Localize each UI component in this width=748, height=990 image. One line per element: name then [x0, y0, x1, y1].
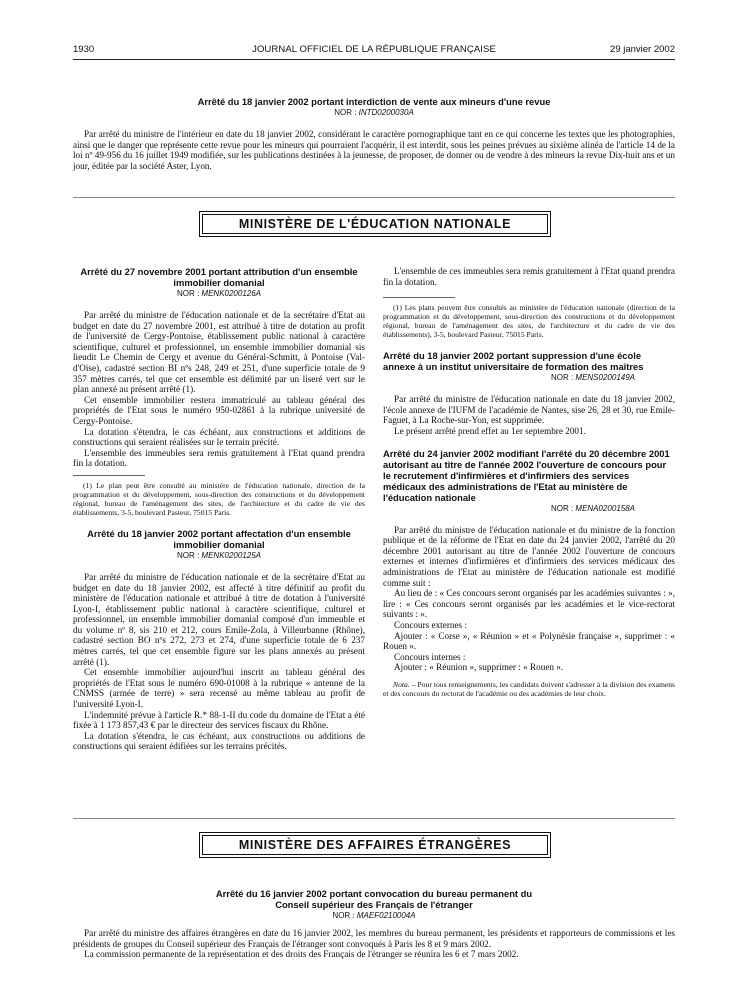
header-rule: [73, 59, 675, 60]
paragraph: Concours internes :: [394, 651, 466, 662]
arrete-title: Arrêté du 18 janvier 2002 portant interdiction de vente aux mineurs d'une revue: [197, 96, 551, 107]
section-rule: [73, 818, 675, 819]
paragraph: L'ensemble de ces immeubles sera remis gratuitement à l'Etat quand prendra fin la dotation.: [383, 266, 675, 287]
paragraph: Par arrêté du ministre des affaires étrangères en date du 16 janvier 2002, les membres du bureau permanent, les présidents et rapporteurs de commissions et les présidents de groupes du Conseil supérieur des Français de l'étranger sont convoqués à Paris les 8 et 9 mars 2002.: [73, 928, 675, 949]
page-number: 1930: [73, 44, 95, 55]
paragraph: La dotation s'étendra, le cas échéant, aux constructions et additions de constructions qui seraient réalisées sur le terrain précité.: [73, 426, 365, 448]
footnote: (1) Le plan peut être consulté au ministère de l'éducation nationale, direction de la programmation et du développement, sous-direction des constructions et du développement régional, bureau de l'aménagement des sites, de l'architecture et du cadre de vie des établissements, 3-5, boulevard Pasteur, 75015 Paris.: [73, 480, 365, 517]
paragraph: La dotation s'étendra, le cas échéant, aux constructions ou additions de constructions qui seraient édifiées sur les terrains précités.: [73, 730, 365, 752]
arrete-interdiction: [73, 96, 675, 171]
nor-reference: NOR : MAEF0210004A: [332, 911, 416, 920]
nor-reference: NOR : MENS0200149A: [550, 373, 635, 383]
ministry-foreign-affairs-banner: [199, 832, 551, 858]
left-column: [73, 266, 365, 752]
issue-date: 29 janvier 2002: [610, 44, 675, 55]
page-header: [73, 44, 675, 58]
footnote-rule: [383, 297, 455, 298]
nor-reference: NOR : MENK0200125A: [176, 550, 262, 560]
paragraph: L'ensemble des immeubles sera remis gratuitement à l'Etat quand prendra fin la dotation.: [73, 447, 365, 469]
arrete-title: Arrêté du 18 janvier 2002 portant suppression d'une école annexe à un institut universitaire de formation des maîtres: [383, 350, 644, 373]
journal-title: JOURNAL OFFICIEL DE LA RÉPUBLIQUE FRANÇAISE: [252, 44, 496, 55]
nor-reference: NOR : MENA0200158A: [550, 503, 635, 513]
paragraph: Cet ensemble immobilier restera immatriculé au tableau général des propriétés de l'Etat sous le numéro 950-02861 à la rubrique université de Cergy-Pontoise.: [73, 394, 365, 426]
paragraph: Au lieu de : « Ces concours seront organisés par les académies suivantes : », lire : « Ces concours seront organisés par les académies et le vice-rectorat suivants : ».: [383, 588, 675, 620]
arrete-title: Arrêté du 16 janvier 2002 portant convocation du bureau permanent du Conseil supérieur des Français de l'étranger: [215, 888, 533, 910]
nor-reference: NOR : MENK0200126A: [176, 289, 262, 298]
footnote: (1) Les plans peuvent être consultés au ministère de l'éducation nationale (direction de la programmation et du développement, sous-direction des constructions et du développement régional, bureau de l'aménagement des sites, de l'architecture et du cadre de vie des établissements), 3-5, boulevard Pasteur, 75015 Paris.: [383, 303, 675, 340]
paragraph: Ajouter : « Réunion », supprimer : « Rouen ».: [394, 662, 564, 673]
footnote-rule: [73, 475, 145, 476]
paragraph: Par arrêté du ministre de l'éducation nationale et du ministre de la fonction publique et de la réforme de l'Etat en date du 24 janvier 2002, l'arrêté du 20 décembre 2001 autorisant au titre de l'année 2002 l'ouverture de concours externes et internes d'infirmières et d'infirmiers des services médicaux des administrations de l'Etat au ministère de l'éducation nationale est modifié comme suit :: [383, 524, 675, 588]
paragraph: L'indemnité prévue à l'article R.* 88-1-II du code du domaine de l'Etat a été fixée à 1 173 857,43 € par le directeur des services fiscaux du Rhône.: [73, 709, 365, 731]
paragraph: Par arrêté du ministre de l'éducation nationale et de la secrétaire d'Etat au budget en date du 18 janvier 2002, est affecté à titre définitif au profit du ministère de l'éducation nationale et attribué à titre de dotation à l'université Lyon-I, établissement public national à caractère scientifique, culturel et professionnel, un ensemble immobilier domanial composé d'un immeuble et du volume nº 8, sis 210 et 212, cours Emile-Zola, à Villeurbanne (Rhône), cadastré section BO nºs 272, 273 et 274, d'une superficie totale de 6 237 mètres carrés, tel que cet ensemble figure sur les plans annexés au présent arrêté (1).: [73, 571, 365, 667]
paragraph: Par arrêté du ministre de l'éducation nationale en date du 18 janvier 2002, l'école annexe de l'IUFM de l'académie de Nantes, sise 26, 28 et 30, rue Emile-Faguet, à La Roche-sur-Yon, est supprimée.: [383, 394, 675, 426]
ministry-education-banner: [199, 211, 551, 237]
arrete-title: Arrêté du 24 janvier 2002 modifiant l'arrêté du 20 décembre 2001 autorisant au titre de l'année 2002 l'ouverture de concours pour le recrutement d'infirmières et d'infirmiers des services médicaux des administrations de l'Etat au ministère de l'éducation nationale: [383, 447, 670, 503]
arrete-convocation: [73, 888, 675, 960]
arrete-title: Arrêté du 18 janvier 2002 portant affectation d'un ensemble immobilier domanial: [87, 527, 351, 550]
paragraph: La commission permanente de la représentation et des droits des Français de l'étranger se réunira les 6 et 7 mars 2002.: [84, 949, 519, 960]
paragraph: Par arrêté du ministre de l'intérieur en date du 18 janvier 2002, considérant le caractère pornographique tant en ce qui concerne les textes que les photographies, ainsi que le danger que représente cette revue pour les mineurs qui pourraient l'acquérir, il est interdit, sous les peines prévues au sixième alinéa de l'article 14 de la loi nº 49-956 du 16 juillet 1949 modifiée, sur les publications destinées à la jeunesse, de proposer, de donner ou de vendre à des mineurs la revue Dix-huit ans et un jour, éditée par la société Aster, Lyon.: [73, 129, 675, 171]
ministry-title: MINISTÈRE DE L'ÉDUCATION NATIONALE: [202, 214, 548, 234]
ministry-title: MINISTÈRE DES AFFAIRES ÉTRANGÈRES: [202, 835, 548, 855]
paragraph: Cet ensemble immobilier aujourd'hui inscrit au tableau général des propriétés de l'Etat sous le numéro 690-01008 à la rubrique « antenne de la CNMSS (armée de terre) » sera recensé au même tableau au profit de l'université Lyon-I.: [73, 667, 365, 710]
paragraph: Par arrêté du ministre de l'éducation nationale et de la secrétaire d'Etat au budget en date du 27 novembre 2001, est attribué à titre de dotation au profit de l'université de Cergy-Pontoise, établissement public national à caractère scientifique, culturel et professionnel, un ensemble immobilier domanial sis lieudit Le Chemin de Cergy et avenue du Général-Schmitt, à Pontoise (Val-d'Oise), cadastré section BI nºs 248, 249 et 251, d'une superficie totale de 9 357 mètres carrés, tel que cet ensemble est délimité par un liseré vert sur le plan annexé au présent arrêté (1).: [73, 310, 365, 395]
paragraph: Le présent arrêté prend effet au 1er septembre 2001.: [394, 425, 586, 436]
right-column: [383, 266, 675, 698]
arrete-title: Arrêté du 27 novembre 2001 portant attribution d'un ensemble immobilier domanial: [80, 266, 358, 288]
paragraph: Ajouter : « Corse », « Réunion » et « Polynésie française », supprimer : « Rouen ».: [383, 630, 675, 652]
paragraph: Concours externes :: [394, 619, 467, 630]
nor-reference: NOR : INTD0200030A: [334, 108, 414, 117]
section-rule: [73, 197, 675, 198]
nota: Nota. – Pour tous renseignements, les candidats doivent s'adresser à la division des examens et des concours du rectorat de l'académie ou des académies de leur choix.: [383, 679, 675, 698]
